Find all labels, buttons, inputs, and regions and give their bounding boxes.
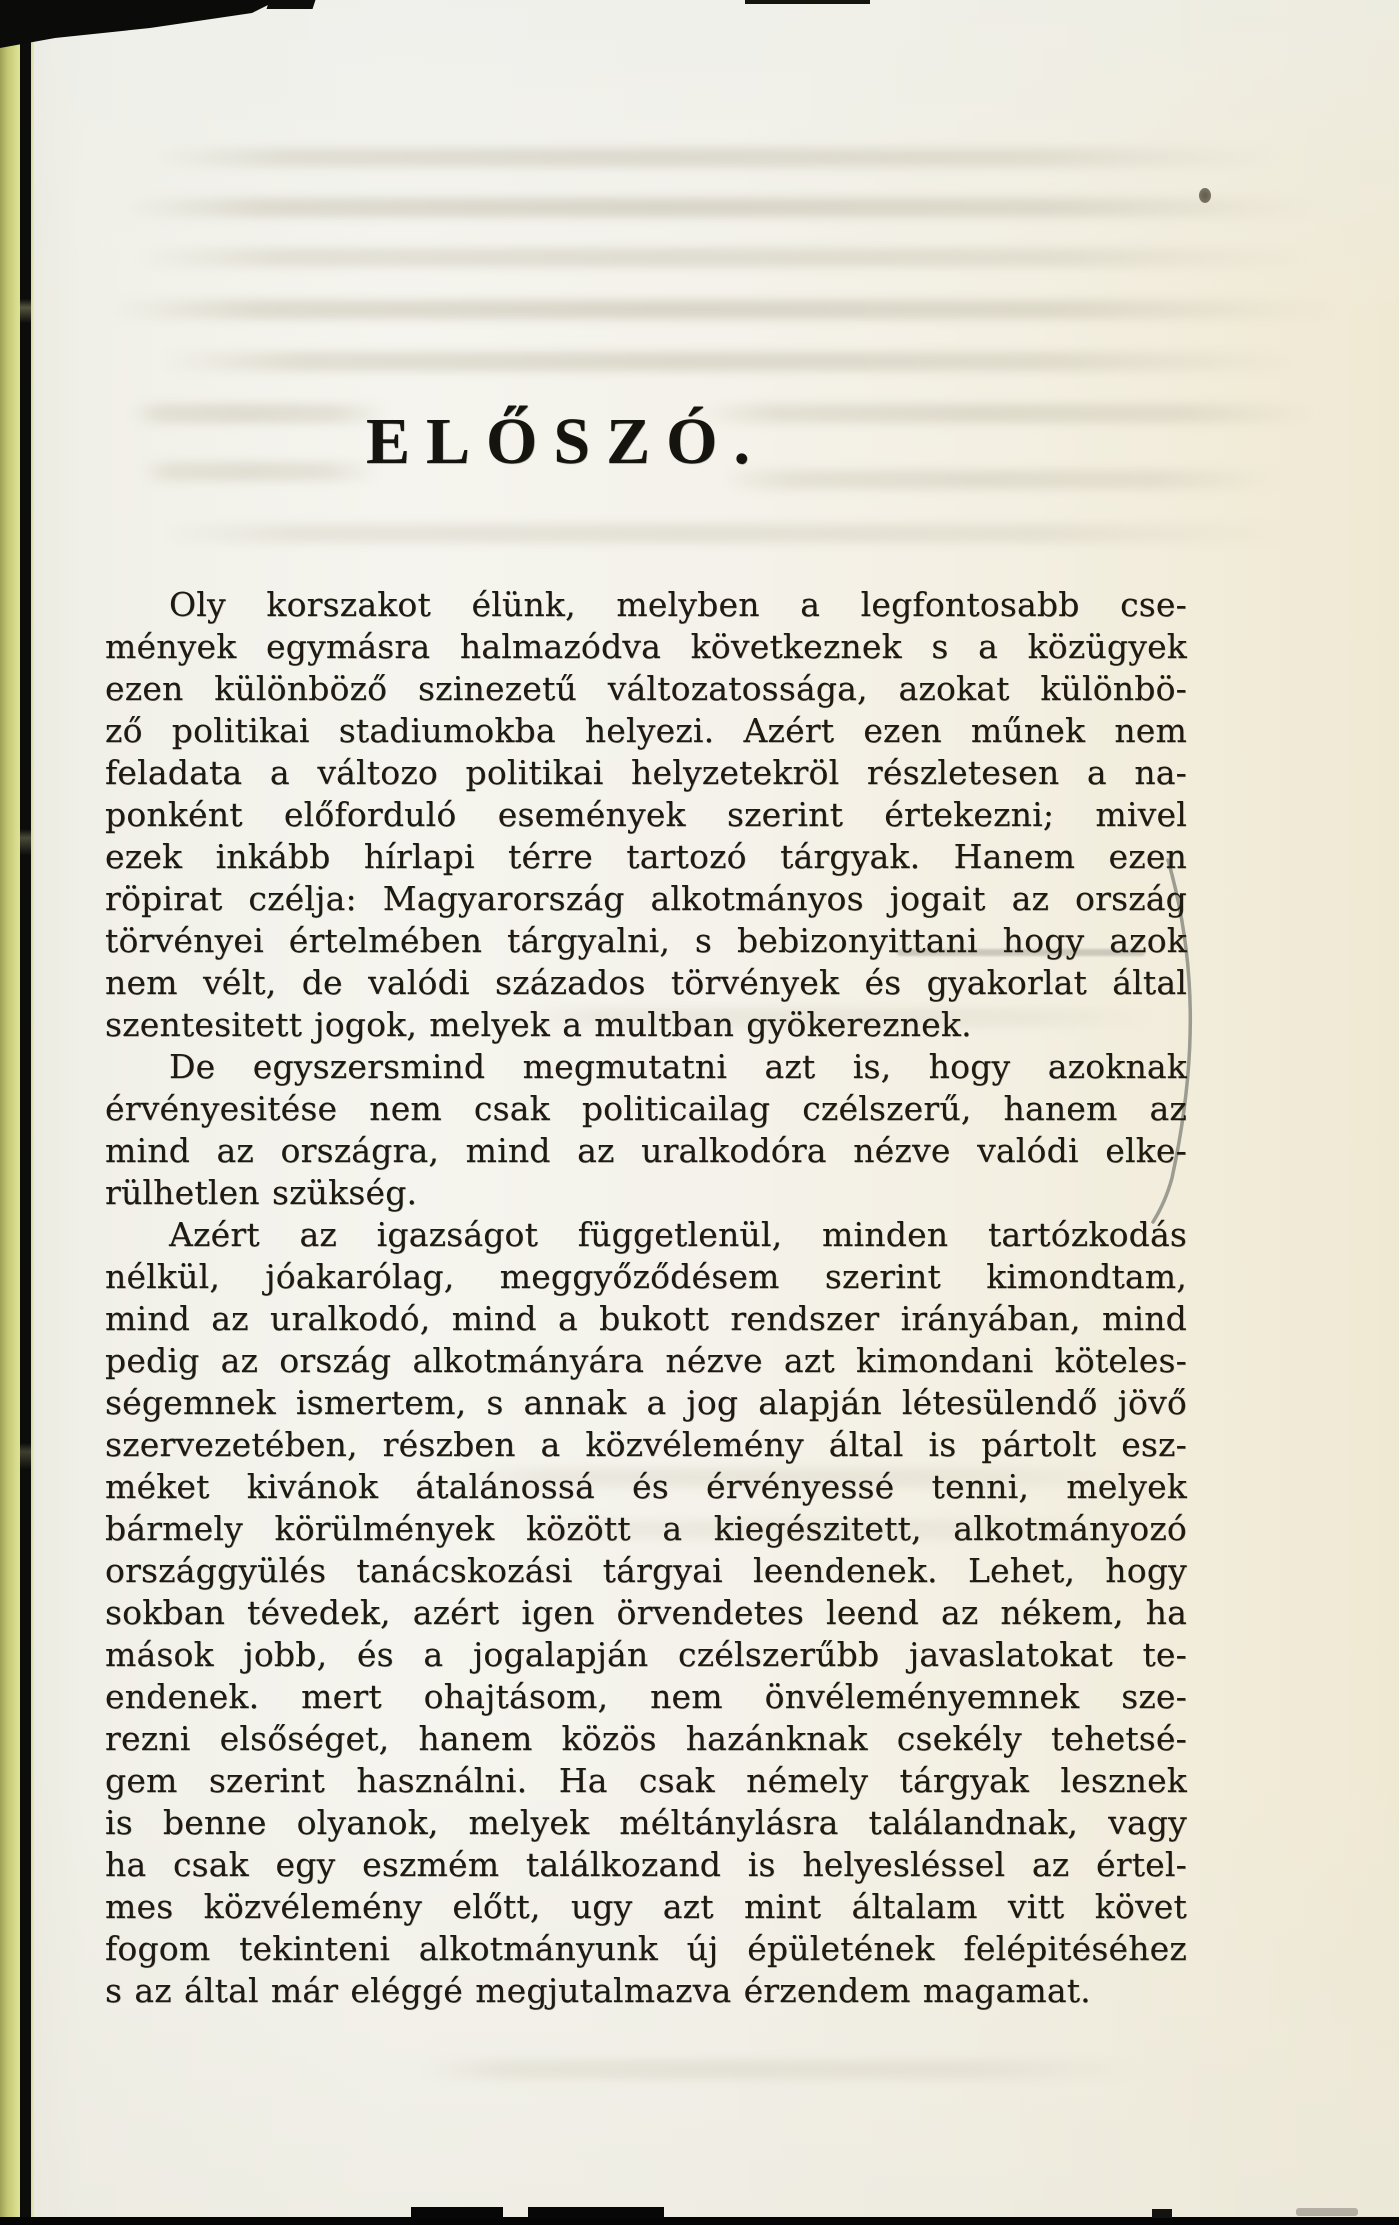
text-line: Oly korszakot élünk, melyben a legfontosabb cse- (169, 585, 1187, 624)
scan-bottom-smudge (1296, 2208, 1358, 2216)
text-line: ző politikai stadiumokba helyezi. Azért ezen műnek nem (105, 711, 1187, 750)
bleed-through-smudge (720, 470, 1280, 489)
bleed-through-smudge (110, 300, 1340, 319)
text-line: endenek. mert ohajtásom, nem önvéleményemnek sze- (105, 1677, 1187, 1716)
text-line: nem vélt, de valódi százados törvények és gyakorlat által (105, 963, 1187, 1002)
text-line: röpirat czélja: Magyarország alkotmányos jogait az ország (105, 879, 1187, 918)
text-line: pedig az ország alkotmányára nézve azt kimondani köteles- (105, 1341, 1187, 1380)
bleed-through-smudge (160, 524, 1300, 543)
text-line: is benne olyanok, melyek méltánylásra találandnak, vagy (105, 1803, 1187, 1842)
bleed-through-smudge (160, 352, 1310, 371)
bleed-through-smudge (700, 404, 1320, 423)
text-line: rezni elsőséget, hanem közös hazánknak csekély tehetsé- (105, 1719, 1187, 1758)
paragraph (105, 1046, 1187, 1214)
text-line: ezen különböző szinezetű változatossága, azokat különbö- (105, 669, 1187, 708)
text-line: sokban tévedek, azért igen örvendetes leend az nékem, ha (105, 1593, 1187, 1632)
text-line: ponként előforduló események szerint értekezni; mivel (105, 795, 1187, 834)
paragraph (105, 584, 1187, 1046)
text-line: mes közvélemény előtt, ugy azt mint általam vitt követ (105, 1887, 1187, 1926)
text-line: mind az uralkodó, mind a bukott rendszer irányában, mind (105, 1299, 1187, 1338)
text-line: ha csak egy eszmém találkozand is helyesléssel az értel- (105, 1845, 1187, 1884)
text-line: méket kivánok átalánossá és érvényessé tenni, melyek (105, 1467, 1187, 1506)
scan-bottom-segment (411, 2207, 503, 2219)
text-line: mások jobb, és a jogalapján czélszerűbb javaslatokat te- (105, 1635, 1187, 1674)
scan-edge-tick (745, 0, 870, 4)
text-line: rülhetlen szükség. (105, 1173, 418, 1212)
bleed-through-smudge (135, 248, 1315, 267)
text-line: szervezetében, részben a közvélemény által is pártolt esz- (105, 1425, 1187, 1464)
body-text (105, 584, 1187, 2012)
text-line: feladata a változo politikai helyzetekröl részletesen a na- (105, 753, 1187, 792)
text-line: mind az országra, mind az uralkodóra nézve valódi elke- (105, 1131, 1187, 1170)
text-line: érvényesitése nem csak politicailag czélszerű, hanem az (105, 1089, 1187, 1128)
text-line: törvényei értelmében tárgyalni, s bebizonyittani hogy azok (105, 921, 1187, 960)
text-line: bármely körülmények között a kiegészitett, alkotmányozó (105, 1509, 1187, 1548)
text-line: Azért az igazságot függetlenül, minden tartózkodás (169, 1215, 1187, 1254)
bleed-through-smudge (120, 198, 1320, 217)
paragraph (105, 1214, 1187, 2012)
text-line: ségemnek ismertem, s annak a jog alapján létesülendő jövő (105, 1383, 1187, 1422)
bleed-through-smudge (130, 404, 390, 423)
scan-corner-wedge (0, 0, 300, 50)
ink-spot (1199, 188, 1211, 203)
text-line: szentesitett jogok, melyek a multban gyökereznek. (105, 1005, 972, 1044)
text-line: országgyülés tanácskozási tárgyai leendenek. Lehet, hogy (105, 1551, 1187, 1590)
scan-bottom-segment (528, 2207, 664, 2219)
bleed-through-smudge (150, 148, 1280, 167)
text-line: fogom tekinteni alkotmányunk új épületének felépitéséhez (105, 1929, 1187, 1968)
scan-edge-tick (267, 0, 316, 9)
text-line: De egyszersmind megmutatni azt is, hogy azoknak (169, 1047, 1187, 1086)
scan-bottom-segment (1152, 2209, 1172, 2218)
text-line: gem szerint használni. Ha csak némely tárgyak lesznek (105, 1761, 1187, 1800)
bleed-through-smudge (140, 462, 380, 481)
text-line: mények egymásra halmazódva következnek s a közügyek (105, 627, 1187, 666)
text-line: ezek inkább hírlapi térre tartozó tárgyak. Hanem ezen (105, 837, 1187, 876)
scan-bottom-bar (0, 2217, 1399, 2225)
text-line: nélkül, jóakarólag, meggyőződésem szerint kimondtam, (105, 1257, 1187, 1296)
text-line: s az által már eléggé megjutalmazva érzendem magamat. (105, 1971, 1091, 2010)
page-title: ELŐSZÓ. (366, 405, 766, 478)
bleed-through-smudge (420, 2060, 1140, 2079)
spine-shadow-bar (20, 16, 31, 2225)
